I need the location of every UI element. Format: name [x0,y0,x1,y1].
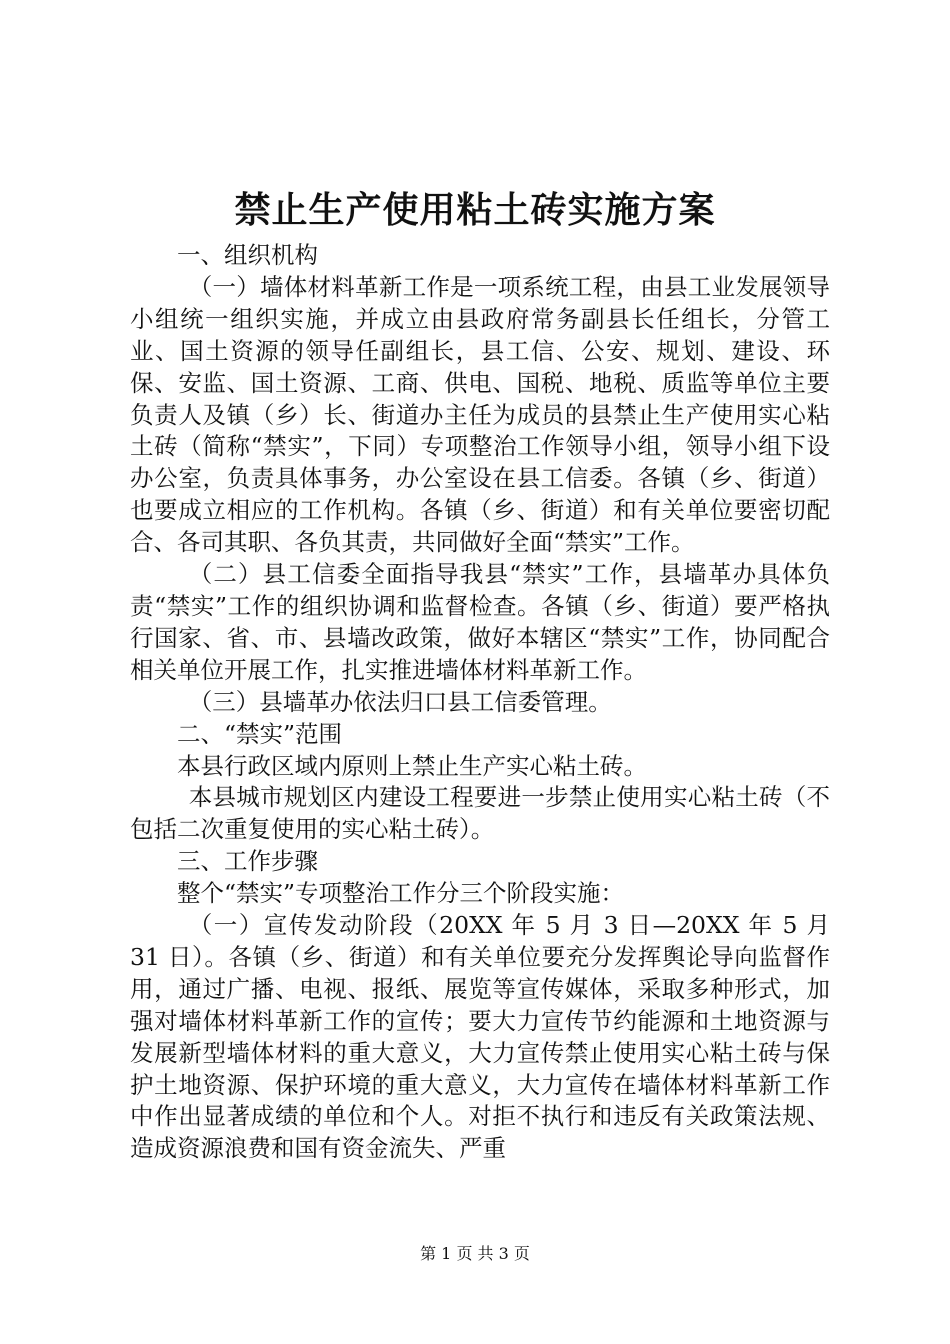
section-heading: 二、“禁实”范围 [177,719,343,748]
document-title: 禁止生产使用粘土砖实施方案 [234,189,716,231]
paragraph: （二）县工信委全面指导我县“禁实”工作，县墙革办具体负责“禁实”工作的组织协调和监督检查。各镇（乡、街道）要严格执行国家、省、市、县墙改政策，做好本辖区“禁实”工作，协同配合相关单位开展工作，扎实推进墙体材料革新工作。 [130,560,830,684]
paragraph: 本县城市规划区内建设工程要进一步禁止使用实心粘土砖（不包括二次重复使用的实心粘土砖）。 [130,783,830,844]
document-body [130,240,830,1165]
section-heading: 一、组织机构 [177,241,318,269]
paragraph: （三）县墙革办依法归口县工信委管理。 [188,687,612,716]
paragraph: （一）宣传发动阶段（20XX 年 5 月 3 日—20XX 年 5 月 31 日）。各镇（乡、街道）和有关单位要充分发挥舆论导向监督作用，通过广播、电视、报纸、展览等宣传媒体，采取多种形式，加强对墙体材料革新工作的宣传；要大力宣传节约能源和土地资源与发展新型墙体材料的重大意义，大力宣传禁止使用实心粘土砖与保护土地资源、保护环境的重大意义，大力宣传在墙体材料革新工作中作出显著成绩的单位和个人。对拒不执行和违反有关政策法规、造成资源浪费和国有资金流失、严重 [130,911,830,1163]
page-footer: 第 1 页 共 3 页 [420,1244,530,1263]
paragraph: 整个“禁实”专项整治工作分三个阶段实施： [177,879,625,908]
paragraph: 本县行政区域内原则上禁止生产实心粘土砖。 [177,751,647,780]
paragraph: （一）墙体材料革新工作是一项系统工程，由县工业发展领导小组统一组织实施，并成立由县政府常务副县长任组长，分管工业、国土资源的领导任副组长，县工信、公安、规划、建设、环保、安监、国土资源、工商、供电、国税、地税、质监等单位主要负责人及镇（乡）长、街道办主任为成员的县禁止生产使用实心粘土砖（简称“禁实”，下同）专项整治工作领导小组，领导小组下设办公室，负责具体事务，办公室设在县工信委。各镇（乡、街道）也要成立相应的工作机构。各镇（乡、街道）和有关单位要密切配合、各司其职、各负其责，共同做好全面“禁实”工作。 [130,272,830,557]
section-heading: 三、工作步骤 [177,847,318,876]
